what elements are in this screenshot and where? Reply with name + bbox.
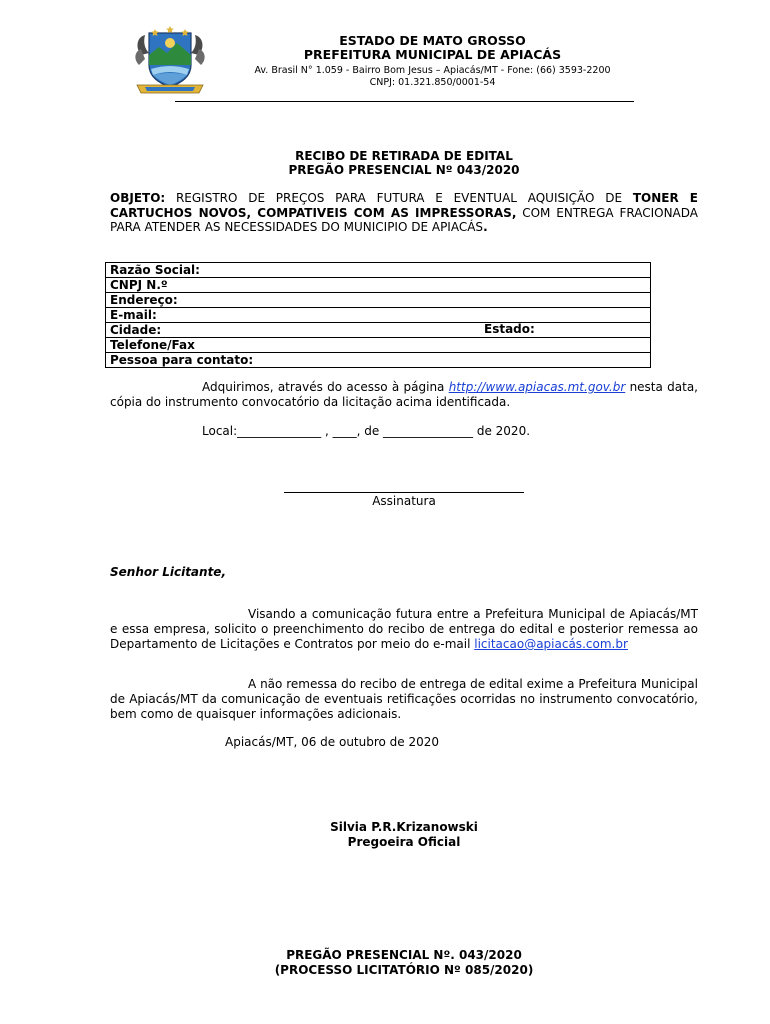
objeto-text-1: REGISTRO DE PREÇOS PARA FUTURA E EVENTUAL AQUISIÇÃO DE (165, 191, 633, 205)
footer-line-2: (PROCESSO LICITATÓRIO Nº 085/2020) (274, 962, 534, 977)
signature-label: Assinatura (372, 494, 436, 508)
estado-label: Estado: (484, 322, 535, 336)
footer-line-1: PREGÃO PRESENCIAL Nº. 043/2020 (286, 948, 522, 962)
cidade-label: Cidade: (110, 322, 162, 337)
acquisition-paragraph (110, 380, 698, 410)
cnpj-line: CNPJ: 01.321.850/0001-54 (369, 77, 496, 88)
contact-email-link[interactable]: licitacao@apiacás.com.br (474, 637, 628, 651)
email-label: E-mail: (110, 307, 157, 322)
endereco-label: Endereço: (110, 292, 178, 307)
signer-block (110, 820, 698, 849)
issue-date: Apiacás/MT, 06 de outubro de 2020 (225, 735, 440, 749)
address-line: Av. Brasil N° 1.059 - Bairro Bom Jesus – Apiacás/MT - Fone: (66) 3593-2200 (254, 65, 611, 76)
acquisition-text-before: Adquirimos, através do acesso à página (202, 380, 449, 394)
signer-name: Silvia P.R.Krizanowski (330, 820, 478, 834)
email-field[interactable] (106, 308, 651, 323)
title-line-2: PREGÃO PRESENCIAL Nº 043/2020 (288, 163, 520, 177)
local-date-line: Local:______________ , ____, de _______________ de 2020. (202, 424, 531, 438)
document-title (110, 149, 698, 177)
page-footer (110, 948, 698, 977)
website-link[interactable]: http://www.apiacas.mt.gov.br (448, 380, 626, 394)
prefeitura-name: PREFEITURA MUNICIPAL DE APIACÁS (303, 47, 562, 62)
objeto-bold-text: TONER E CARTUCHOS NOVOS, COMPATIVEIS COM AS IMPRESSORAS, (110, 191, 698, 220)
contato-label: Pessoa para contato: (110, 352, 254, 367)
objeto-text-2: COM ENTREGA FRACIONADA PARA ATENDER AS NECESSIDADES DO MUNICIPIO DE APIACÁS (110, 205, 698, 234)
telefone-field[interactable] (106, 338, 651, 353)
razao-social-field[interactable] (106, 263, 651, 278)
razao-social-label: Razão Social: (110, 262, 200, 277)
objeto-end: . (483, 220, 488, 234)
title-line-1: RECIBO DE RETIRADA DE EDITAL (295, 149, 513, 163)
bidder-info-form (105, 262, 651, 368)
letterhead (200, 34, 665, 89)
telefone-label: Telefone/Fax (110, 337, 195, 352)
signer-role: Pregoeira Oficial (347, 834, 461, 849)
salutation: Senhor Licitante, (110, 565, 227, 579)
municipal-seal-logo (133, 25, 207, 97)
header-divider (175, 101, 634, 102)
communication-paragraph (110, 607, 698, 652)
objeto-paragraph (110, 191, 698, 235)
contato-field[interactable] (106, 353, 651, 368)
communication-text: Visando a comunicação futura entre a Prefeitura Municipal de Apiacás/MT e essa empresa, solicito o preenchimento do recibo de entrega do edital e posterior remessa ao Departamento de Licitações e Contratos por meio do e-mail (110, 607, 698, 651)
signature-line (284, 492, 524, 493)
objeto-label: OBJETO: (110, 191, 166, 205)
cnpj-label: CNPJ N.º (110, 277, 168, 292)
disclaimer-paragraph (110, 677, 698, 722)
endereco-field[interactable] (106, 293, 651, 308)
cidade-estado-field[interactable] (106, 323, 651, 338)
acquisition-text-after: nesta data, cópia do instrumento convocatório da licitação acima identificada. (110, 380, 698, 409)
disclaimer-text: A não remessa do recibo de entrega de edital exime a Prefeitura Municipal de Apiacás/MT da comunicação de eventuais retificações ocorridas no instrumento convocatório, bem como de quaisquer informações adicionais. (110, 677, 698, 721)
cnpj-field[interactable] (106, 278, 651, 293)
state-name: ESTADO DE MATO GROSSO (339, 33, 526, 48)
